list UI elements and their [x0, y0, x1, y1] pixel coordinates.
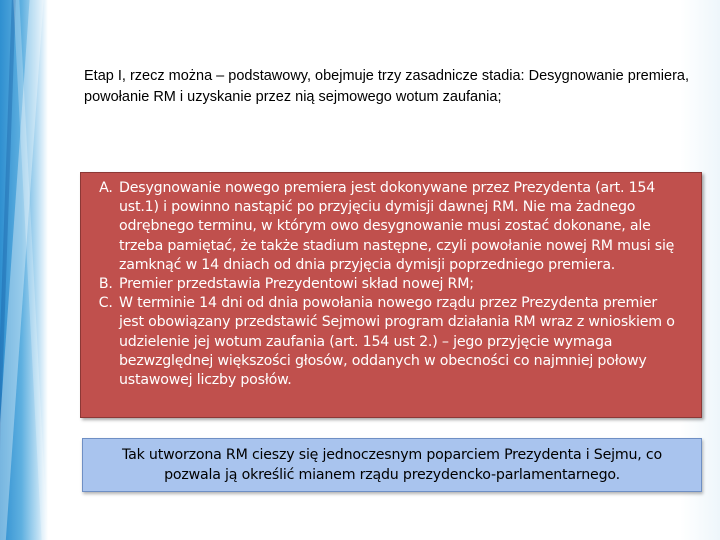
stage-item-b: B. Premier przedstawia Prezydentowi skład nowej RM; — [117, 275, 683, 294]
intro-paragraph: Etap I, rzecz można – podstawowy, obejmuje trzy zasadnicze stadia: Desygnowanie premiera, powołanie RM i uzyskanie przez nią sejmowego wotum zaufania; — [84, 68, 689, 105]
stages-box — [80, 172, 702, 418]
stages-list — [81, 173, 701, 390]
stage-item-a: A. Desygnowanie nowego premiera jest dokonywane przez Prezydenta (art. 154 ust.1) i powinno nastąpić po przyjęciu dymisji dawnej RM. Nie ma żadnego odrębnego terminu, w którym owo desygnowanie musi zostać dokonane, ale trzeba pamiętać, że także stadium następne, czyli powołanie nowej RM musi się zamknąć w 14 dniach od dnia przyjęcia dymisji poprzedniego premiera. — [117, 179, 683, 275]
summary-box — [82, 438, 702, 492]
left-decoration — [0, 0, 48, 540]
summary-text: Tak utworzona RM cieszy się jednoczesnym poparciem Prezydenta i Sejmu, co pozwala ją określić mianem rządu prezydencko-parlamentarnego. — [122, 447, 662, 483]
stage-item-c: C. W terminie 14 dni od dnia powołania nowego rządu przez Prezydenta premier jest obowiązany przedstawić Sejmowi program działania RM wraz z wnioskiem o udzielenie jej wotum zaufania (art. 154 ust 2.) – jego przyjęcie wymaga bezwzględnej większości głosów, oddanych w obecności co najmniej połowy ustawowej liczby posłów. — [117, 294, 683, 390]
